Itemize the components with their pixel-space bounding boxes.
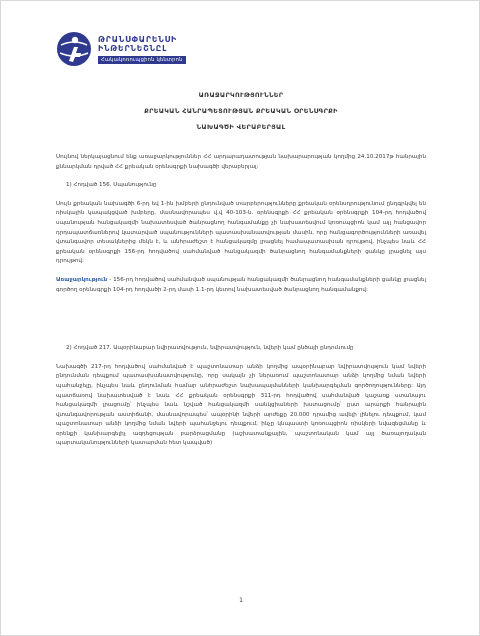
section-2-heading: 2) Հոդված 217. Ապօրինաբար նվիրատվություն, նվիրատվություն, նվերի կամ ընծայի ընդունումը xyxy=(66,345,354,352)
document-title-block xyxy=(1,91,480,139)
document-body xyxy=(56,153,426,458)
logo-line-2: ԻՆԹԵՐՆԵՇՆԸԼ xyxy=(98,44,168,53)
document-title-line-2: ՔՐԵԱԿԱՆ ՀԱՆՐԱՊԵՏՈՒԹՅԱՆ ՔՐԵԱԿԱՆ ՕՐԵՆՍԳՐՔԻ xyxy=(144,107,338,115)
organization-logo xyxy=(56,31,186,67)
page-number: 1 xyxy=(239,597,243,604)
intro-paragraph: Սույնով ներկայացնում ենք առաջարկություններ ՀՀ արդարադատության նախարարության կողմից 24.10.2017թ հանրային քննարկման դրված ՀՀ քրեական օրենսգրքի նախագծի վերաբերյալ: xyxy=(56,154,426,170)
document-title-line-3: ՆԱԽԱԳԾԻ ՎԵՐԱԲԵՐՅԱԼ xyxy=(196,123,286,131)
document-title-line-1: ԱՌԱՋԱՐԿՈՒԹՅՈՒՆՆԵՐ xyxy=(198,91,284,99)
globe-person-icon xyxy=(56,31,92,67)
section-2-text: Նախագծի 217-րդ հոդվածով սահմանված է պաշտոնատար անձի կողմից ապօրինաբար նվիրատվություն կամ նվերի ընդունման դեպքում պատասխանատվությունը, որը սակայն չի ներառում պաշտոնատար անձի կողմից նման նվերի պահանջելը, ինչպես նաև ընդունման համար անհրաժեշտ նախապայմանների կանխարգելման գործողությունները: Այդ պատճառով նախատեսված է նաև ՀՀ քրեական օրենսգրքի 311-րդ հոդվածով սահմանված կաշառք ստանալու հանցակազմի լրացումը՝ ինչպես նաև նշված հանցակազմի սանկցիաների խստացումը՝ ըստ արարքի հանրային վտանգավորության աստիճանի, մասնավորապես՝ ապօրինի նվերի արժեքը 20.000 դրամից ավելի լինելու դեպքում, կամ պաշտոնատար անձի կողմից նման նվերի պահանջելու դեպքում, ինչը կնպաստի կոռուպցիոն ռիսկերի նվազեցմանը և օրենքի կանխարգելիչ ազդեցության բարձրացմանը (աշխատանքային, պաշտոնական կամ այլ ծառայողական պարտականությունների կատարման հետ կապված) xyxy=(56,363,426,447)
logo-tagline: Հակակոռուպցիոն կենտրոն xyxy=(98,56,186,64)
section-1-heading: 1) Հոդված 156. Սպանությունը xyxy=(66,182,157,189)
logo-line-1: ԹՐԱՆՍՓԱՐԵՆՍԻ xyxy=(98,34,177,44)
proposal-paragraph xyxy=(56,276,426,295)
proposal-label: Առաջարկություն xyxy=(56,276,108,283)
section-1-text: Սույն քրեական նախագծի 6-րդ եվ 1-ին խմբերի ընդունված տարբերությունները քրեական օրենսդրությունում ընդգրկվել են ռիսկային կապակցված խմբերը, մասնավորապես վ.վ 40-103-ն. օրենսգրքի ՀՀ քրեական օրենսգրքի 104-րդ հոդվածով սպանության հանցակազմի նախատեսված ծանրացնող հանգամանքը չի նախատեսվում կոռուպցիոն կամ այլ հանցավոր դրդապատճառներով կատարված սպանությունների պատասխանատվության մասին, որը հանցագործությունների առավել վտանգավոր տեսակներից մեկն է, և անհրաժեշտ է հանցակազմը լրացնել համապատասխան դրույթով, ինչպես նաև ՀՀ քրեական օրենսգրքի 156-րդ հոդվածով սահմանված հանցակազմի ծանրացնող հանգամանքների ցանկը լրացնել այս դրույթով: xyxy=(56,200,426,265)
proposal-text: - 156-րդ հոդվածով սահմանված սպանության հանցակազմի ծանրացնող հանգամանքների ցանկը լրացնել գործող օրենսգրքի 104-րդ հոդվածի 2-րդ մասի 1.1-րդ կետով նախատեսված ծանրացնող հանգամանքով: xyxy=(56,276,426,293)
